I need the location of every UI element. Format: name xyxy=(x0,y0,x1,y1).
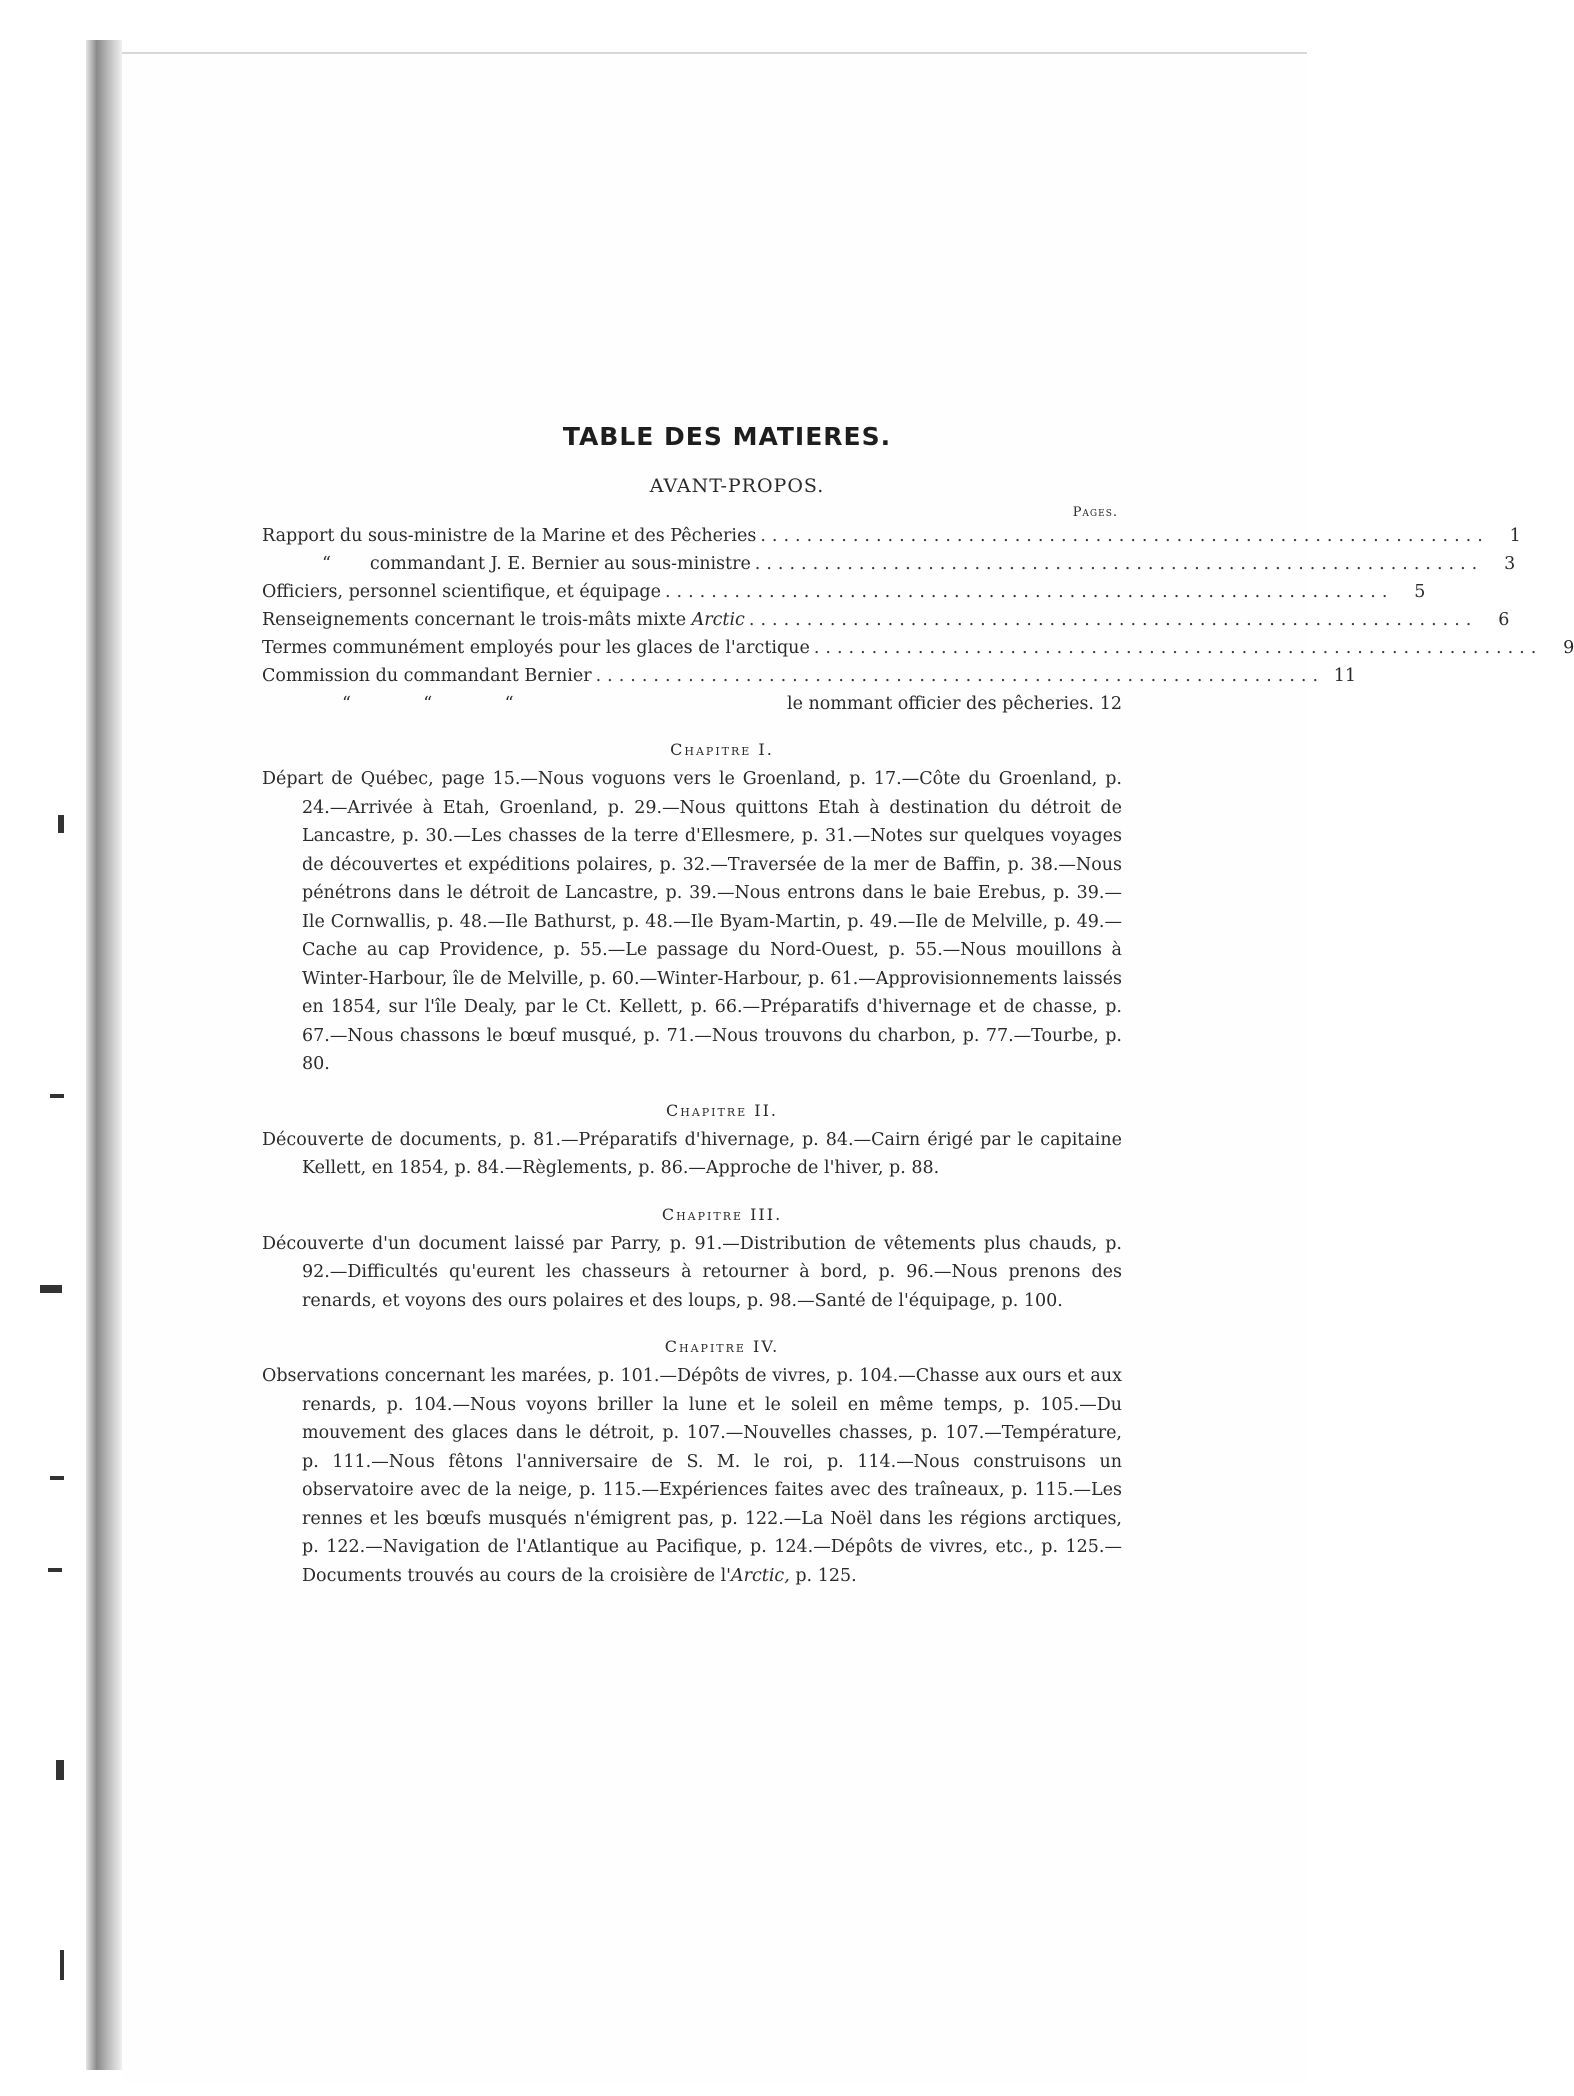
ship-name: Arctic xyxy=(691,610,745,630)
toc-entry xyxy=(262,550,1516,578)
dot-leader: ............................................................... xyxy=(748,610,1478,630)
toc-entry-text: Renseignements concernant le trois-mâts mixte xyxy=(262,610,692,630)
ditto-marks xyxy=(262,690,787,718)
toc-entry xyxy=(262,690,1122,718)
scan-artifact-mark xyxy=(40,1285,62,1293)
scan-artifact-mark xyxy=(56,1760,64,1780)
toc-entry-text: commandant J. E. Bernier au sous-ministre xyxy=(369,554,751,574)
chapter-heading: Chapitre I. xyxy=(670,740,774,759)
page-title: TABLE DES MATIERES. xyxy=(562,422,892,451)
dot-leader: ............................................................... xyxy=(813,638,1543,658)
toc-entry-page: 11 xyxy=(1333,666,1357,686)
ditto-mark: “ xyxy=(423,694,433,714)
pages-column-label: Pages. xyxy=(1072,505,1118,520)
toc-entry-text: le nommant officier des pêcheries. xyxy=(786,694,1094,714)
section-heading-avant-propos: AVANT-PROPOS. xyxy=(649,475,825,497)
scan-artifact-mark xyxy=(48,1568,62,1572)
dot-leader: ............................................................... xyxy=(760,526,1489,546)
toc-entry-text: Officiers, personnel scientifique, et équipage xyxy=(262,582,661,602)
chapter-summary-text: Observations concernant les marées, p. 101.—Dépôts de vivres, p. 104.—Chasse aux ours et aux renards, p. 104.—Nous voyons briller la lune et le soleil en même temps, p. 105.—Du mouvement des glaces dans le détroit, p. 107.—Nouvelles chasses, p. 107.—Température, p. 111.—Nous fêtons l'anniversaire de S. M. le roi, p. 114.—Nous construisons un observatoire avec de la neige, p. 115.—Expériences faites avec des traîneaux, p. 115.—Les rennes et les bœufs musqués n'émigrent pas, p. 122.—La Noël dans les régions arctiques, p. 122.—Navigation de l'Atlantique au Pacifique, p. 124.—Dépôts de vivres, etc., p. 125.—Documents trouvés au cours de la croisière de l' xyxy=(262,1366,1122,1586)
chapter-summary: Départ de Québec, page 15.—Nous voguons vers le Groenland, p. 17.—Côte du Groenland, p. 24.—Arrivée à Etah, Groenland, p. 29.—Nous quittons Etah à destination du détroit de Lancastre, p. 30.—Les chasses de la terre d'Ellesmere, p. 31.—Notes sur quelques voyages de découvertes et expéditions polaires, p. 32.—Traversée de la mer de Baffin, p. 38.—Nous pénétrons dans le détroit de Lancastre, p. 39.—Nous entrons dans le baie Erebus, p. 39.—Ile Cornwallis, p. 48.—Ile Bathurst, p. 48.—Ile Byam-Martin, p. 49.—Ile de Melville, p. 49.—Cache au cap Providence, p. 55.—Le passage du Nord-Ouest, p. 55.—Nous mouillons à Winter-Harbour, île de Melville, p. 60.—Winter-Harbour, p. 61.—Approvisionnements laissés en 1854, sur l'île Dealy, par le Ct. Kellett, p. 66.—Préparatifs d'hivernage et de chasse, p. 67.—Nous chassons le bœuf musqué, p. 71.—Nous trouvons du charbon, p. 77.—Tourbe, p. 80. xyxy=(262,769,1122,1074)
toc-entry-page: 1 xyxy=(1509,526,1521,546)
ditto-mark: “ xyxy=(322,554,331,574)
document-page xyxy=(122,52,1574,2082)
book-spine-shadow xyxy=(86,40,122,2070)
ship-name: Arctic, xyxy=(730,1565,790,1586)
toc-entry-text: Commission du commandant Bernier xyxy=(262,666,592,686)
ditto-mark: “ xyxy=(342,694,351,714)
dot-leader: ............................................................... xyxy=(595,666,1325,686)
chapter-summary-text: p. 125. xyxy=(789,1565,857,1586)
scan-artifact-mark xyxy=(50,1094,64,1098)
toc-entry xyxy=(262,606,1510,634)
toc-entry xyxy=(262,634,1574,662)
scan-margin xyxy=(0,0,80,2096)
toc-entry-text-wrapper xyxy=(262,606,745,634)
dot-leader: ............................................................... xyxy=(754,554,1484,574)
toc-entry-text-ditto-prefix xyxy=(262,550,751,578)
scan-artifact-mark xyxy=(58,815,64,833)
toc-entry xyxy=(262,662,1357,690)
chapter-summary xyxy=(262,1362,1122,1590)
page-edge xyxy=(122,52,1307,54)
chapter-summary: Découverte de documents, p. 81.—Préparatifs d'hivernage, p. 84.—Cairn érigé par le capitaine Kellett, en 1854, p. 84.—Règlements, p. 86.—Approche de l'hiver, p. 88. xyxy=(262,1129,1122,1178)
chapter-heading: Chapitre IV. xyxy=(664,1337,780,1356)
chapter-summary: Découverte d'un document laissé par Parry, p. 91.—Distribution de vêtements plus chauds, p. 92.—Difficultés qu'eurent les chasseurs à retourner à bord, p. 96.—Nous prenons des renards, et voyons des ours polaires et des loups, p. 98.—Santé de l'équipage, p. 100. xyxy=(262,1233,1122,1311)
toc-entry-page: 5 xyxy=(1414,582,1426,602)
chapter-heading: Chapitre II. xyxy=(666,1100,778,1120)
ditto-mark: “ xyxy=(504,694,514,714)
toc-entry-page: 6 xyxy=(1498,610,1510,630)
toc-entry-text: Rapport du sous-ministre de la Marine et des Pêcheries xyxy=(262,526,757,546)
toc-entry-page: 12 xyxy=(1099,694,1122,714)
toc-entry-text: Termes communément employés pour les glaces de l'arctique xyxy=(262,638,810,658)
scan-artifact-mark xyxy=(60,1950,64,1980)
scan-artifact-mark xyxy=(50,1476,64,1480)
toc-entry-page: 9 xyxy=(1563,638,1574,658)
toc-entry xyxy=(262,522,1521,550)
dot-leader: ............................................................... xyxy=(664,582,1394,602)
toc-entry xyxy=(262,578,1426,606)
chapter-heading: Chapitre III. xyxy=(661,1204,783,1224)
toc-entry-page: 3 xyxy=(1504,554,1516,574)
table-of-contents xyxy=(262,422,1574,1590)
